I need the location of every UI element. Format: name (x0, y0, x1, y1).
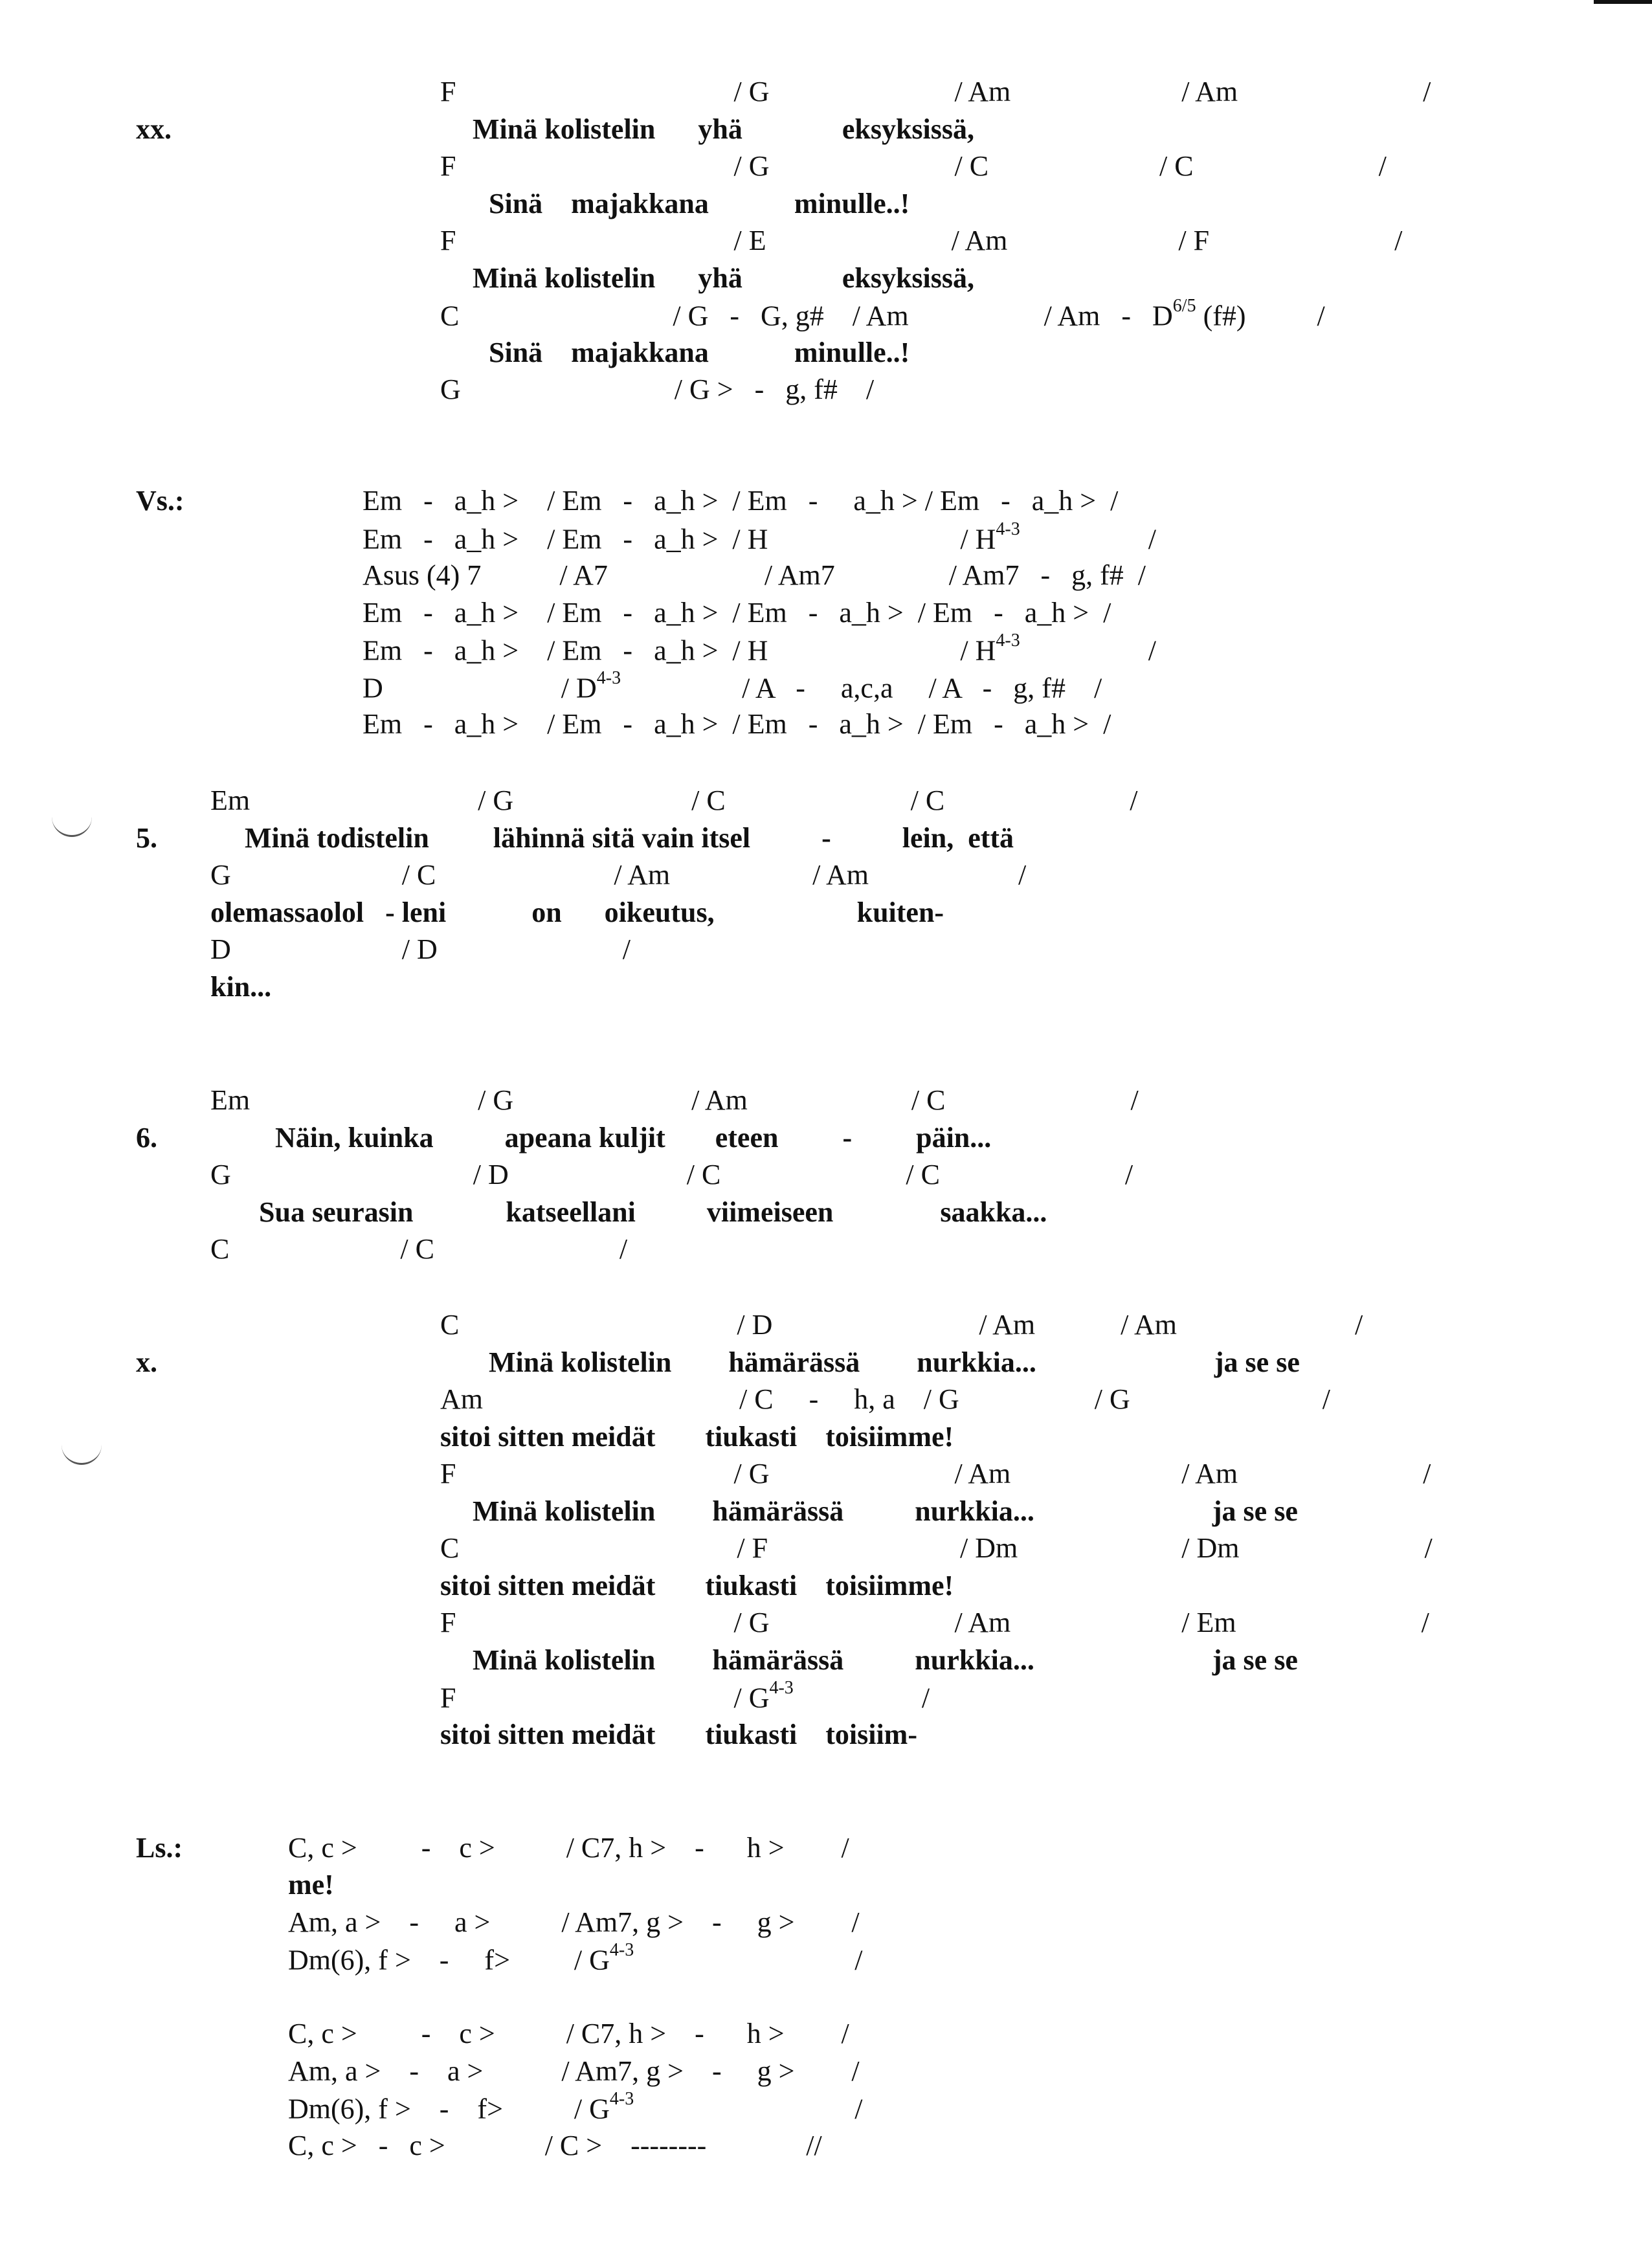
lyric-line: Minä kolistelin hämärässä nurkkia... ja se se (473, 1495, 1298, 1527)
chord-line: Em / G / Am / C / (210, 1084, 1139, 1116)
lyric-line: kin... (210, 971, 272, 1003)
chord-line: F / $G^{4-3}$ / (440, 1678, 930, 1714)
lyric-line: Sua seurasin katseellani viimeiseen saakka... (259, 1196, 1047, 1228)
lyric-line: Minä kolistelin yhä eksyksissä, (473, 262, 975, 294)
section-label-ls: Ls.: (136, 1832, 183, 1864)
chord-line: F / G / Am / Em / (440, 1607, 1429, 1638)
chord-line: Em - a_h > / Em - a_h > / Em - a_h > / Em - a_h > / (363, 708, 1111, 740)
lyric-line: olemassaolol - leni on oikeutus, kuiten- (210, 897, 944, 928)
chord-line: Em - a_h > / Em - a_h > / Em - a_h > / Em - a_h > / (363, 597, 1111, 629)
chord-line: C, c > - c > / C7, h > - h > / (288, 1832, 849, 1864)
chord-line: Em - a_h > / Em - a_h > / H / $H^{4-3}$ / (363, 630, 1156, 667)
chord-line: F / G / C / C / (440, 150, 1387, 182)
chord-line: C / D / Am / Am / (440, 1309, 1363, 1341)
section-label-vs: Vs.: (136, 485, 184, 517)
section-label-x: x. (136, 1346, 157, 1378)
chord-line: C / C / (210, 1233, 628, 1265)
lyric-line: Näin, kuinka apeana kuljit eteen - päin... (275, 1122, 992, 1154)
chord-line: G / C / Am / Am / (210, 859, 1027, 891)
chord-line: C / F / Dm / Dm / (440, 1532, 1433, 1564)
chord-line: D / D / (210, 933, 631, 965)
margin-mark (61, 1437, 102, 1465)
lyric-line: sitoi sitten meidät tiukasti toisiimme! (440, 1421, 954, 1453)
lyric-line: sitoi sitten meidät tiukasti toisiim- (440, 1719, 917, 1750)
chord-line: G / G > - g, f# / (440, 373, 875, 405)
chord-line: Am, a > - a > / Am7, g > - g > / (288, 1906, 860, 1938)
section-label-5: 5. (136, 822, 157, 854)
chord-line: F / G / Am / Am / (440, 76, 1431, 107)
margin-mark (52, 809, 92, 837)
chord-line: C, c > - c > / C7, h > - h > / (288, 2018, 849, 2049)
page-corner-mark (1594, 0, 1652, 4)
lyric-line: Minä kolistelin yhä eksyksissä, (473, 113, 975, 145)
section-label-xx: xx. (136, 113, 172, 145)
lyric-line: Sinä majakkana minulle..! (489, 188, 910, 219)
lyric-line: sitoi sitten meidät tiukasti toisiimme! (440, 1570, 954, 1601)
chord-line: Am / C - h, a / G / G / (440, 1383, 1330, 1415)
section-label-6: 6. (136, 1122, 157, 1154)
lyric-line: Minä kolistelin hämärässä nurkkia... ja se se (489, 1346, 1300, 1378)
lyric-line: me! (288, 1869, 334, 1901)
chord-line: Em - a_h > / Em - a_h > / H / $H^{4-3}$ / (363, 519, 1156, 555)
chord-line: Asus (4) 7 / A7 / Am7 / Am7 - g, f# / (363, 559, 1146, 591)
lyric-line: Minä todistelin lähinnä sitä vain itsel - lein, että (245, 822, 1014, 854)
lyric-line: Sinä majakkana minulle..! (489, 337, 910, 368)
chord-line: Em - a_h > / Em - a_h > / Em - a_h > / Em - a_h > / (363, 485, 1119, 517)
chord-line: Am, a > - a > / Am7, g > - g > / (288, 2055, 860, 2087)
chord-line: G / D / C / C / (210, 1159, 1133, 1190)
chord-line: Dm(6), f > - f> / $G^{4-3}$ / (288, 2089, 863, 2125)
lyric-line: Minä kolistelin hämärässä nurkkia... ja se se (473, 1644, 1298, 1676)
chord-line: D / $D^{4-3}$ / A - a,c,a / A - g, f# / (363, 668, 1102, 704)
chord-line: Dm(6), f > - f> / $G^{4-3}$ / (288, 1940, 863, 1976)
chord-line: Em / G / C / C / (210, 785, 1138, 816)
chord-line: F / G / Am / Am / (440, 1458, 1431, 1489)
chord-line: C / G - G, g# / Am / Am - $D^{6/5}$ (f#) / (440, 296, 1325, 332)
chord-line: F / E / Am / F / (440, 225, 1403, 256)
chord-line: C, c > - c > / C > -------- // (288, 2130, 822, 2161)
